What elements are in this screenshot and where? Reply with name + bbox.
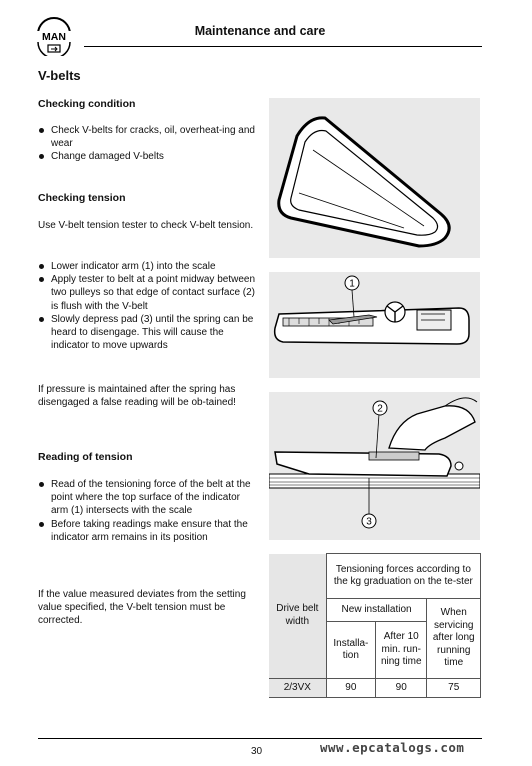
footer-rule — [38, 738, 482, 739]
list-item: Apply tester to belt at a point midway between two pulleys so that edge of contact surface (2) is flush with the V-belt — [38, 273, 256, 313]
tension-tester-figure — [269, 272, 480, 378]
vbelt-cross-section-figure — [269, 98, 480, 258]
installation-header: Installa-tion — [326, 622, 375, 679]
tester-applied-figure — [269, 392, 480, 540]
list-item: Lower indicator arm (1) into the scale — [38, 260, 256, 273]
header-title: Maintenance and care — [194, 24, 326, 38]
checking-condition-list — [38, 124, 256, 164]
checking-tension-heading: Checking tension — [38, 192, 126, 204]
logo-text: MAN — [42, 31, 66, 43]
belt-type-cell: 2/3VX — [269, 679, 326, 698]
reading-tension-heading: Reading of tension — [38, 451, 133, 463]
callout-1: 1 — [349, 278, 355, 290]
new-installation-header: New installation — [326, 599, 427, 622]
deviation-note: If the value measured deviates from the setting value specified, the V-belt tension must be corrected. — [38, 589, 246, 627]
after-10-min-header: After 10 min. run-ning time — [376, 622, 427, 679]
checking-condition-heading: Checking condition — [38, 98, 136, 110]
reading-tension-list — [38, 478, 256, 544]
list-item: Read of the tensioning force of the belt at the point where the top surface of the indicator arm (1) intersects with the scale — [38, 478, 256, 518]
header-rule — [84, 46, 482, 47]
checking-tension-intro: Use V-belt tension tester to check V-belt tension. — [38, 220, 254, 231]
page-number: 30 — [251, 746, 263, 757]
watermark: www.epcatalogs.com — [320, 740, 465, 755]
after-10-value: 90 — [376, 679, 427, 698]
list-item: Check V-belts for cracks, oil, overheat-ing and wear — [38, 124, 256, 150]
installation-value: 90 — [326, 679, 375, 698]
section-title: V-belts — [38, 68, 81, 83]
false-reading-note: If pressure is maintained after the spring has disengaged a false reading will be ob-tained! — [38, 384, 236, 409]
list-item: Before taking readings make ensure that the indicator arm remains in its position — [38, 518, 256, 544]
drive-belt-width-header: Drive belt width — [269, 554, 326, 679]
checking-tension-list — [38, 260, 256, 352]
list-item: Slowly depress pad (3) until the spring can be heard to disengage. This will cause the indicator to move upwards — [38, 313, 256, 353]
callout-3: 3 — [366, 516, 372, 528]
when-servicing-header: When servicing after long running time — [427, 599, 481, 679]
man-logo — [34, 14, 74, 56]
tensioning-forces-header: Tensioning forces according to the kg graduation on the te-ster — [326, 554, 480, 599]
callout-2: 2 — [377, 403, 383, 415]
list-item: Change damaged V-belts — [38, 150, 256, 163]
servicing-value: 75 — [427, 679, 481, 698]
tensioning-forces-table — [269, 553, 481, 698]
